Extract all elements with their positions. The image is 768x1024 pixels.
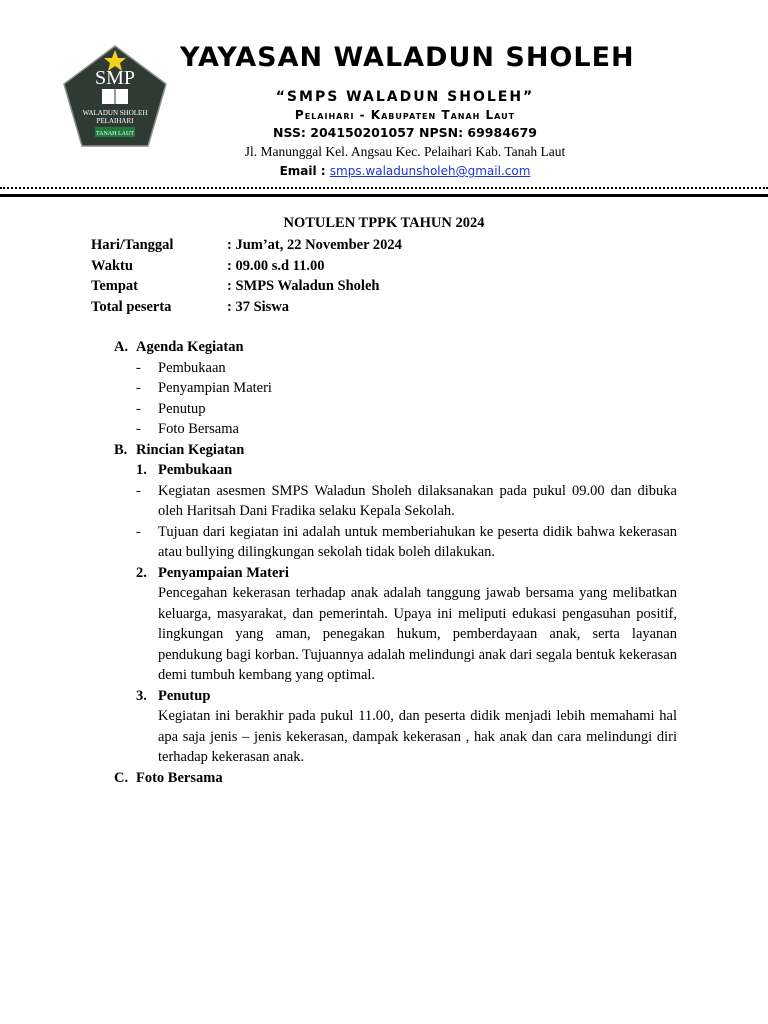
subsection-1-heading: [0, 460, 768, 481]
section-marker: A.: [114, 339, 129, 355]
foundation-name: YAYASAN WALADUN SHOLEH: [180, 42, 635, 73]
agenda-item: Pembukaan: [158, 359, 226, 376]
agenda-item: Penutup: [158, 400, 206, 417]
bullet: -: [136, 523, 141, 540]
info-row-place: [91, 276, 402, 297]
school-email-line: [230, 164, 580, 178]
subsection-2-heading: [0, 563, 768, 584]
info-row-participants: [91, 297, 402, 318]
list-item: [0, 358, 768, 379]
list-item: [0, 399, 768, 420]
meeting-info: [91, 235, 402, 317]
paragraph: Kegiatan asesmen SMPS Waladun Sholeh dilaksanakan pada pukul 09.00 dan dibuka oleh Haritsah Dani Fradika selaku Kepala Sekolah.: [158, 482, 677, 519]
section-title: Rincian Kegiatan: [136, 441, 245, 458]
info-label: Tempat: [91, 278, 138, 294]
bullet: -: [136, 482, 141, 499]
subsection-marker: 3.: [136, 687, 147, 704]
bullet: -: [136, 359, 141, 376]
logo-text: SMP: [94, 67, 136, 89]
list-item: [0, 522, 768, 563]
info-value: : Jum’at, 22 November 2024: [227, 237, 402, 253]
header-divider-thick: [0, 194, 768, 197]
logo-subtext: WALADUN SHOLEH: [82, 109, 148, 117]
school-address: Jl. Manunggal Kel. Angsau Kec. Pelaihari Kab. Tanah Laut: [244, 144, 566, 159]
info-label: Waktu: [91, 257, 133, 274]
logo-city: PELAIHARI: [96, 117, 134, 125]
bullet: -: [136, 380, 141, 396]
paragraph: Pencegahan kekerasan terhadap anak adalah tanggung jawab bersama yang melibatkan keluarga, masyarakat, dan pemerintah. Upaya ini meliputi edukasi pengasuhan positif, lingkungan yang aman, penegakan hukum, pemberdayaan anak, serta layanan pendukung bagi korban. Tujuannya adalah melindungi anak dari segala bentuk kekerasan demi tumbuh kembang yang optimal.: [158, 585, 677, 683]
info-row-time: [91, 256, 402, 277]
agenda-item: Foto Bersama: [158, 421, 239, 437]
school-name: “SMPS WALADUN SHOLEH”: [275, 89, 535, 105]
section-title: Foto Bersama: [136, 769, 223, 786]
section-b-heading: [0, 440, 768, 461]
list-item: [0, 481, 768, 522]
info-value: : SMPS Waladun Sholeh: [227, 278, 380, 294]
school-region: Pelaihari - Kabupaten Tanah Laut: [294, 108, 516, 122]
info-label: Hari/Tanggal: [91, 237, 174, 253]
list-item: [0, 378, 768, 399]
subsection-3-heading: [0, 686, 768, 707]
section-a-heading: [0, 337, 768, 358]
subsection-title: Pembukaan: [158, 462, 233, 478]
section-marker: C.: [114, 769, 129, 786]
section-marker: B.: [114, 441, 128, 458]
section-c-heading: [0, 768, 768, 789]
agenda-item: Penyampian Materi: [158, 380, 272, 396]
school-logo: [62, 44, 168, 148]
info-label: Total peserta: [91, 298, 172, 315]
subsection-marker: 1.: [136, 462, 147, 478]
document-body: [0, 337, 768, 788]
bullet: -: [136, 421, 141, 437]
info-value: : 37 Siswa: [227, 298, 290, 315]
email-link[interactable]: smps.waladunsholeh@gmail.com: [329, 164, 531, 178]
bullet: -: [136, 400, 141, 417]
school-nss-npsn: NSS: 204150201057 NPSN: 69984679: [273, 125, 537, 140]
paragraph: Kegiatan ini berakhir pada pukul 11.00, dan peserta didik menjadi lebih memahami hal apa saja jenis – jenis kekerasan, dampak kekerasan , hak anak dan cara melindungi diri terhadap kekerasan anak.: [158, 708, 677, 765]
subsection-title: Penyampaian Materi: [158, 564, 289, 581]
subsection-marker: 2.: [136, 564, 147, 581]
logo-ribbon: TANAH LAUT: [95, 131, 135, 137]
info-value: : 09.00 s.d 11.00: [227, 257, 325, 274]
document-title: NOTULEN TPPK TAHUN 2024: [283, 215, 485, 231]
paragraph: Tujuan dari kegiatan ini adalah untuk memberiahukan ke peserta didik bahwa kekerasan atau bullying dilingkungan sekolah tidak boleh dilakukan.: [158, 523, 677, 560]
info-row-date: [91, 235, 402, 256]
list-item: [0, 419, 768, 440]
section-title: Agenda Kegiatan: [136, 339, 244, 355]
subsection-title: Penutup: [158, 687, 211, 704]
header-divider-dotted: [0, 187, 768, 189]
email-label: Email :: [279, 164, 330, 178]
